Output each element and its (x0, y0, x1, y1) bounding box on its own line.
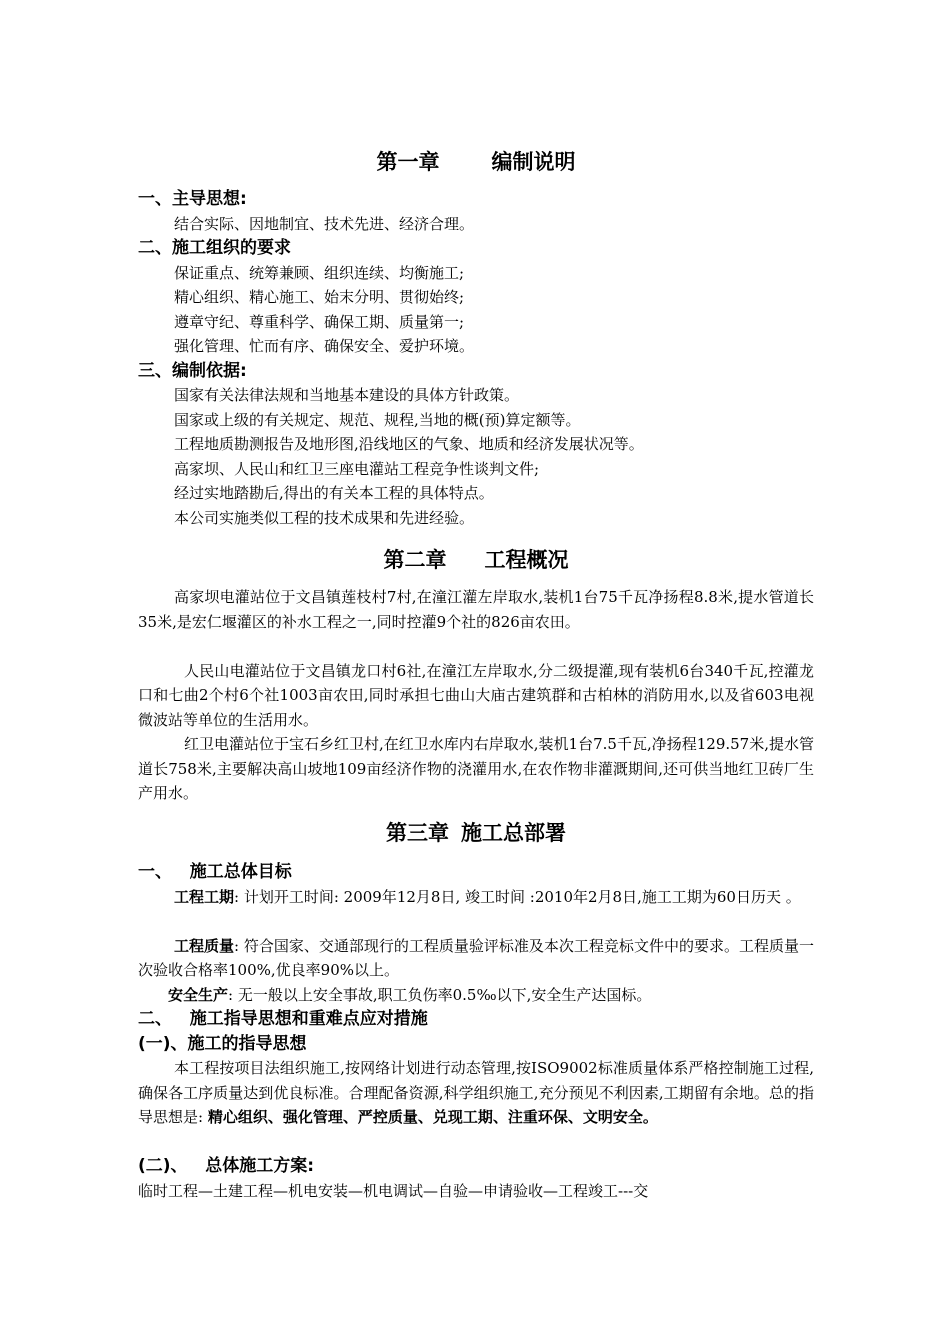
paragraph-schedule (138, 885, 814, 934)
list-item: 保证重点、统筹兼顾、组织连续、均衡施工; (174, 263, 465, 282)
section-heading: 二、 施工指导思想和重难点应对措施 (138, 1009, 428, 1029)
chapter-1-body (138, 187, 814, 530)
chapter-3-title: 施工总部署 (461, 821, 566, 845)
quality-text: : 符合国家、交通部现行的工程质量验评标准及本次工程竞标文件中的要求。工程质量一次验收合格率100%,优良率90%以上。 (138, 936, 814, 979)
schedule-label: 工程工期 (174, 887, 235, 906)
paragraph: 红卫电灌站位于宝石乡红卫村,在红卫水库内右岸取水,装机1台7.5千瓦,净扬程129.57米,提水管道长758米,主要解决高山坡地109亩经济作物的浇灌用水,在农作物非灌溉期间,还可供当地红卫砖厂生产用水。 (138, 735, 814, 802)
chapter-2-heading (138, 545, 814, 575)
list-item: 精心组织、精心施工、始末分明、贯彻始终; (174, 288, 465, 306)
chapter-2-number: 第二章 (383, 548, 447, 572)
chapter-3-number: 第三章 (386, 821, 449, 845)
list-item: 遵章守纪、尊重科学、确保工期、质量第一; (174, 312, 465, 331)
section-heading: 一、 施工总体目标 (138, 862, 292, 882)
list-item: 强化管理、忙而有序、确保安全、爱护环境。 (174, 337, 475, 355)
chapter-1-number: 第一章 (376, 150, 440, 174)
section-heading: 二、施工组织的要求 (138, 238, 291, 258)
list-item: 国家或上级的有关规定、规范、规程,当地的概(预)算定额等。 (174, 410, 581, 429)
chapter-3-body (138, 860, 814, 1203)
paragraph-guiding (138, 1056, 814, 1154)
paragraph: 高家坝电灌站位于文昌镇莲枝村7村,在潼江灌左岸取水,装机1台75千瓦净扬程8.8米,提水管道长35米,是宏仁堰灌区的补水工程之一,同时控灌9个社的826亩农田。 (138, 588, 814, 631)
section-heading: 三、编制依据: (138, 360, 247, 381)
list-item: 工程地质勘测报告及地形图,沿线地区的气象、地质和经济发展状况等。 (174, 435, 644, 453)
paragraph-safety (138, 983, 814, 1008)
guiding-text: 本工程按项目法组织施工,按网络计划进行动态管理,按ISO9002标准质量体系严格控制施工过程,确保各工序质量达到优良标准。合理配备资源,科学组织施工,充分预见不利因素,工期留有余地。总的指导思想是: (138, 1059, 814, 1126)
subsection-heading: (一)、施工的指导思想 (138, 1033, 307, 1054)
chapter-3-heading (138, 818, 814, 848)
guiding-bold: 精心组织、强化管理、严控质量、兑现工期、注重环保、文明安全。 (207, 1108, 658, 1126)
list-item: 经过实地踏勘后,得出的有关本工程的具体特点。 (174, 484, 494, 502)
safety-label: 安全生产 (168, 985, 229, 1004)
list-item: 国家有关法律法规和当地基本建设的具体方针政策。 (174, 386, 520, 404)
subsection-heading: (二)、 总体施工方案: (138, 1156, 315, 1176)
quality-label: 工程质量 (174, 936, 235, 955)
list-item: 高家坝、人民山和红卫三座电灌站工程竞争性谈判文件; (174, 459, 540, 478)
schedule-text: : 计划开工时间: 2009年12月8日, 竣工时间 :2010年2月8日,施工工期为60日历天 。 (234, 887, 801, 906)
chapter-2-title: 工程概况 (484, 548, 569, 572)
paragraph-plan: 临时工程—土建工程—机电安装—机电调试—自验—申请验收—工程竣工---交 (138, 1181, 649, 1200)
list-item: 本公司实施类似工程的技术成果和先进经验。 (174, 508, 475, 527)
list-item: 结合实际、因地制宜、技术先进、经济合理。 (174, 214, 475, 233)
section-heading: 一、主导思想: (138, 189, 247, 209)
paragraph: 人民山电灌站位于文昌镇龙口村6社,在潼江左岸取水,分二级提灌,现有装机6台340千瓦,控灌龙口和七曲2个村6个社1003亩农田,同时承担七曲山大庙古建筑群和古柏林的消防用水,以及省603电视微波站等单位的生活用水。 (138, 661, 814, 729)
chapter-1-heading (138, 147, 814, 177)
safety-text: : 无一般以上安全事故,职工负伤率0.5‰以下,安全生产达国标。 (228, 985, 652, 1004)
paragraph-quality (138, 934, 814, 983)
chapter-1-title: 编制说明 (491, 150, 576, 174)
chapter-2-body (138, 585, 814, 806)
